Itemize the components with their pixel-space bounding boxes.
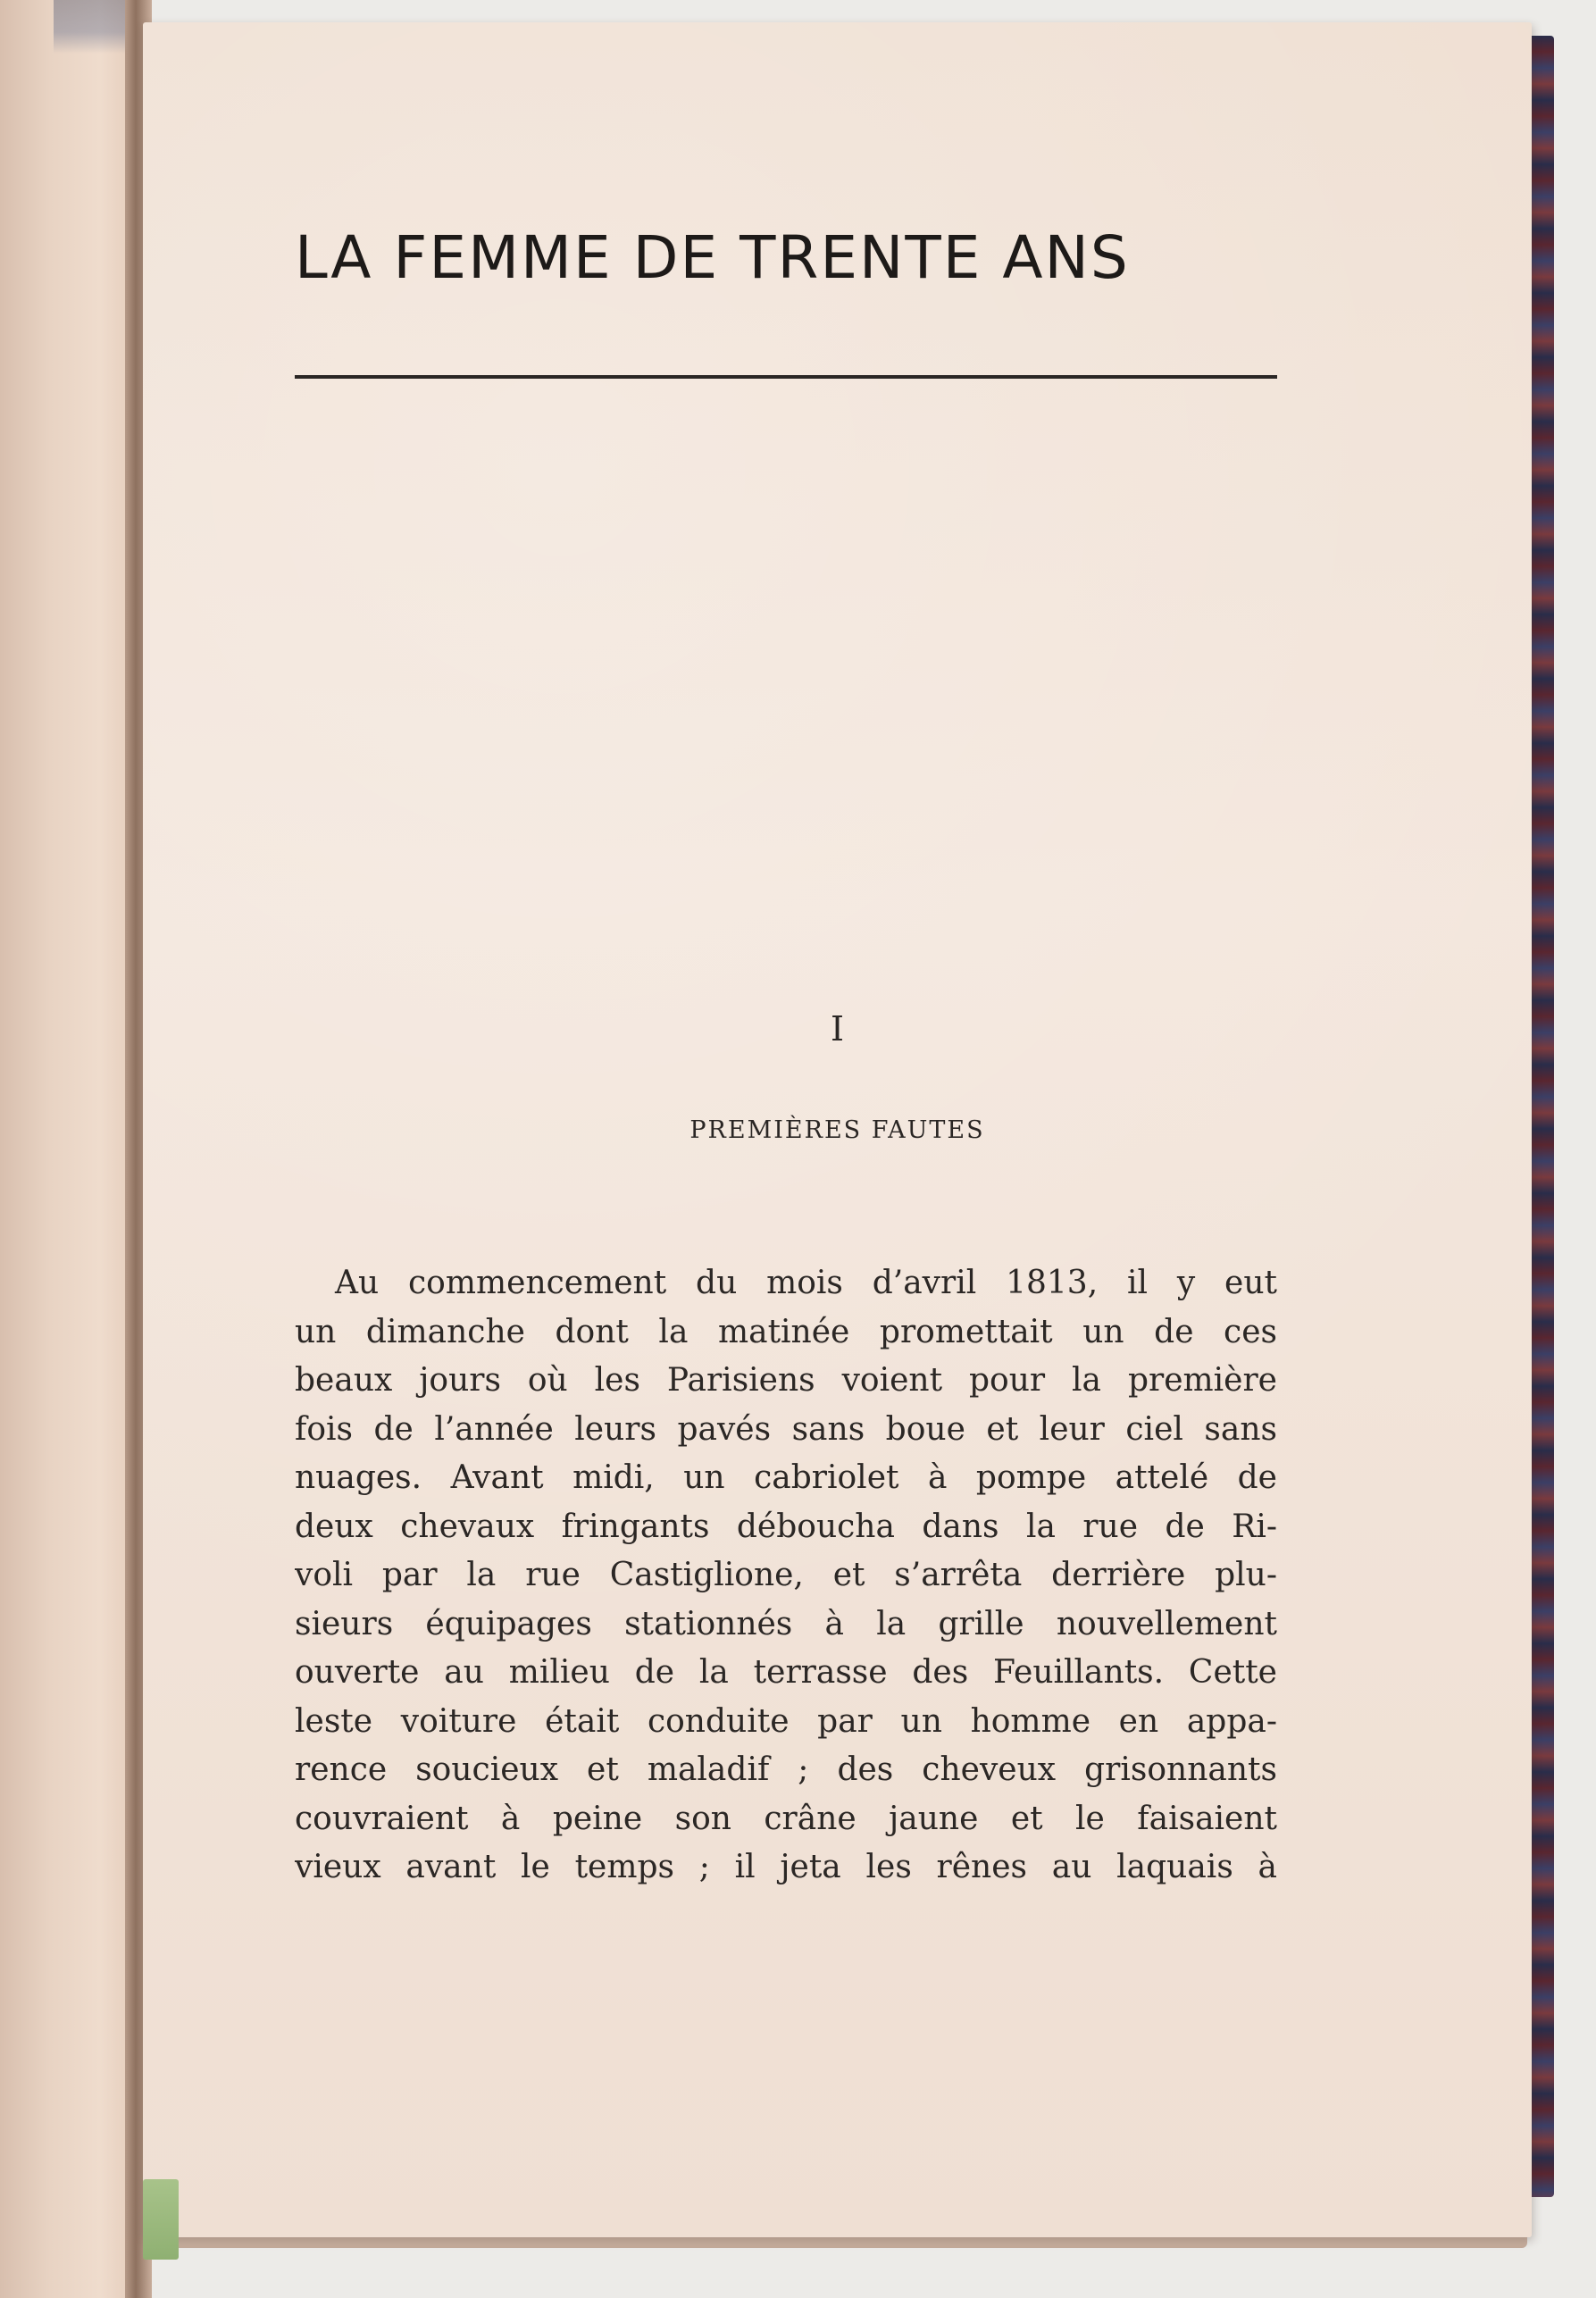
facing-page [0,0,143,2298]
text-line: couvraient à peine son crâne jaune et le faisaient [295,1800,1277,1837]
text-line: sieurs équipages stationnés à la grille nouvellement [295,1605,1277,1642]
text-line: fois de l’année leurs pavés sans boue et leur ciel sans [295,1410,1277,1448]
text-line: deux chevaux fringants déboucha dans la rue de Ri- [295,1508,1277,1545]
text-line: nuages. Avant midi, un cabriolet à pompe attelé de [295,1459,1277,1496]
text-line: un dimanche dont la matinée promettait un de ces [295,1313,1277,1350]
chapter-title: PREMIÈRES FAUTES [689,1116,985,1144]
text-line: vieux avant le temps ; il jeta les rênes au laquais à [295,1849,1277,1885]
text-line: beaux jours où les Parisiens voient pour la première [295,1362,1277,1399]
title-rule [295,375,1277,379]
text-line: Au commencement du mois d’avril 1813, il y eut [335,1265,1277,1301]
running-title: LA FEMME DE TRENTE ANS [295,223,1130,292]
body-paragraph [295,1259,1277,1893]
book-page [143,22,1532,2237]
chapter-number: I [830,1009,844,1049]
bookmark-ribbon [143,2179,179,2260]
text-line: rence soucieux et maladif ; des cheveux grisonnants [295,1751,1277,1788]
text-line: leste voiture était conduite par un homme en appa- [295,1702,1277,1740]
text-line: ouverte au milieu de la terrasse des Feuillants. Cette [295,1654,1277,1691]
text-line: voli par la rue Castiglione, et s’arrêta derrière plu- [295,1557,1277,1593]
